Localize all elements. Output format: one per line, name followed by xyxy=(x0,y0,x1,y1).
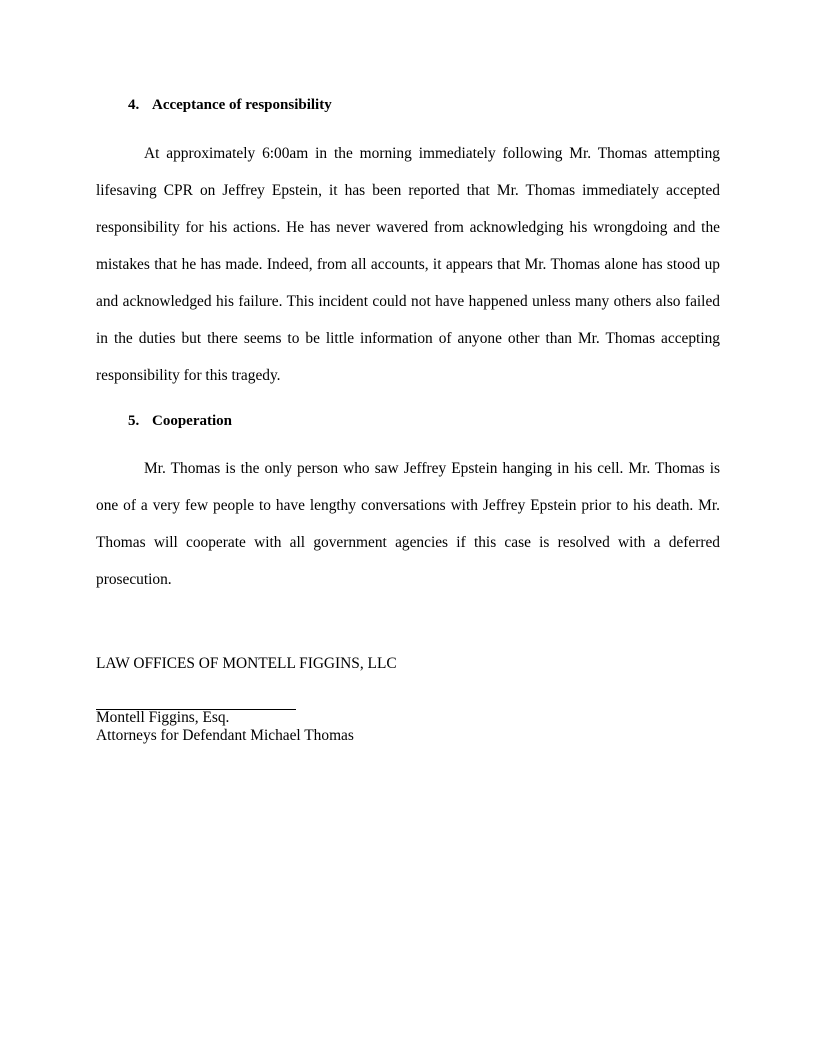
section-title: Acceptance of responsibility xyxy=(152,97,332,113)
section-title: Cooperation xyxy=(152,413,232,429)
firm-name: LAW OFFICES OF MONTELL FIGGINS, LLC xyxy=(96,655,397,672)
section-heading-acceptance xyxy=(128,97,332,114)
signatory-role: Attorneys for Defendant Michael Thomas xyxy=(96,727,354,744)
signature-block xyxy=(96,709,354,745)
cooperation-paragraph: Mr. Thomas is the only person who saw Jeffrey Epstein hanging in his cell. Mr. Thomas is one of a very few people to have lengthy conversations with Jeffrey Epstein prior to his death. Mr. Thomas will cooperate with all government agencies if this case is resolved with a deferred prosecution. xyxy=(96,460,720,588)
section-number: 4. xyxy=(128,97,140,113)
section-heading-cooperation xyxy=(128,413,232,430)
acceptance-paragraph: At approximately 6:00am in the morning immediately following Mr. Thomas attempting lifesaving CPR on Jeffrey Epstein, it has been reported that Mr. Thomas immediately accepted responsibility for his actions. He has never wavered from acknowledging his wrongdoing and the mistakes that he has made. Indeed, from all accounts, it appears that Mr. Thomas alone has stood up and acknowledged his failure. This incident could not have happened unless many others also failed in the duties but there seems to be little information of anyone other than Mr. Thomas accepting responsibility for this tragedy. xyxy=(96,145,720,384)
section-number: 5. xyxy=(128,413,140,429)
signatory-name: Montell Figgins, Esq. xyxy=(96,709,230,726)
